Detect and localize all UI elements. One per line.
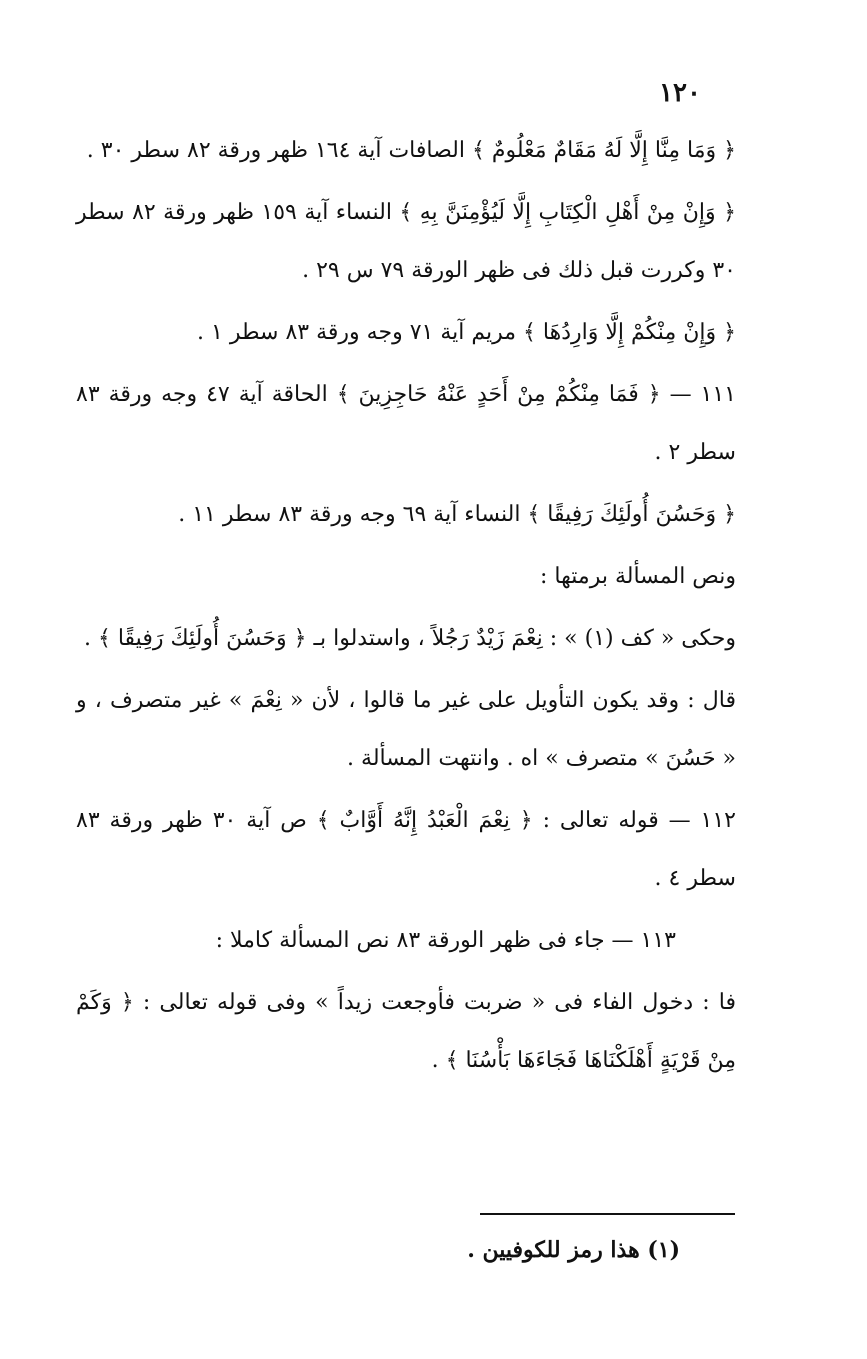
paragraph-issue-intro: ونص المسألة برمتها :	[540, 564, 736, 589]
page-number: ١٢٠	[659, 78, 701, 108]
paragraph-verse-maryam: ﴿ وَإِنْ مِنْكُمْ إِلَّا وَارِدُهَا ﴾ مريم آية ٧١ وجه ورقة ٨٣ سطر ١ .	[197, 320, 736, 345]
footnote-divider	[480, 1213, 735, 1215]
paragraph-verse-nisa-69: ﴿ وَحَسُنَ أُولَئِكَ رَفِيقًا ﴾ النساء آية ٦٩ وجه ورقة ٨٣ سطر ١١ .	[178, 502, 736, 527]
paragraph-verse-nisa-159: ﴿ وَإِنْ مِنْ أَهْلِ الْكِتَابِ إِلَّا لَيُؤْمِنَنَّ بِهِ ﴾ النساء آية ١٥٩ ظهر ورقة ٨٢ سطر ٣٠ وكررت قبل ذلك فى ظهر الورقة ٧٩ س ٢٩ .	[76, 200, 737, 283]
paragraph-fa-issue: فا : دخول الفاء فى « ضربت فأوجعت زيداً » وفى قوله تعالى : ﴿ وَكَمْ مِنْ قَرْيَةٍ أَهْلَكْنَاهَا فَجَاءَهَا بَأْسُنَا ﴾ .	[76, 990, 736, 1073]
paragraph-item-113: ١١٣ — جاء فى ظهر الورقة ٨٣ نص المسألة كاملا :	[215, 928, 676, 953]
page-body	[76, 122, 736, 1094]
paragraph-kufa-report: وحكى « كف (١) » : نِعْمَ زَيْدٌ رَجُلاً ، واستدلوا بـ ﴿ وَحَسُنَ أُولَئِكَ رَفِيقًا ﴾ .	[83, 626, 736, 651]
paragraph-qala: قال : وقد يكون التأويل على غير ما قالوا ، لأن « نِعْمَ » غير متصرف ، و « حَسُنَ » متصرف » اه . وانتهت المسألة .	[76, 688, 736, 771]
paragraph-item-111: ١١١ — ﴿ فَمَا مِنْكُمْ مِنْ أَحَدٍ عَنْهُ حَاجِزِينَ ﴾ الحاقة آية ٤٧ وجه ورقة ٨٣ سطر ٢ .	[76, 382, 736, 465]
footnote: (١) هذا رمز للكوفيين .	[467, 1237, 680, 1263]
paragraph-item-112: ١١٢ — قوله تعالى : ﴿ نِعْمَ الْعَبْدُ إِنَّهُ أَوَّابٌ ﴾ ص آية ٣٠ ظهر ورقة ٨٣ سطر ٤ .	[76, 808, 736, 891]
paragraph-verse-saffat: ﴿ وَمَا مِنَّا إِلَّا لَهُ مَقَامٌ مَعْلُومٌ ﴾ الصافات آية ١٦٤ ظهر ورقة ٨٢ سطر ٣٠ .	[86, 138, 736, 163]
